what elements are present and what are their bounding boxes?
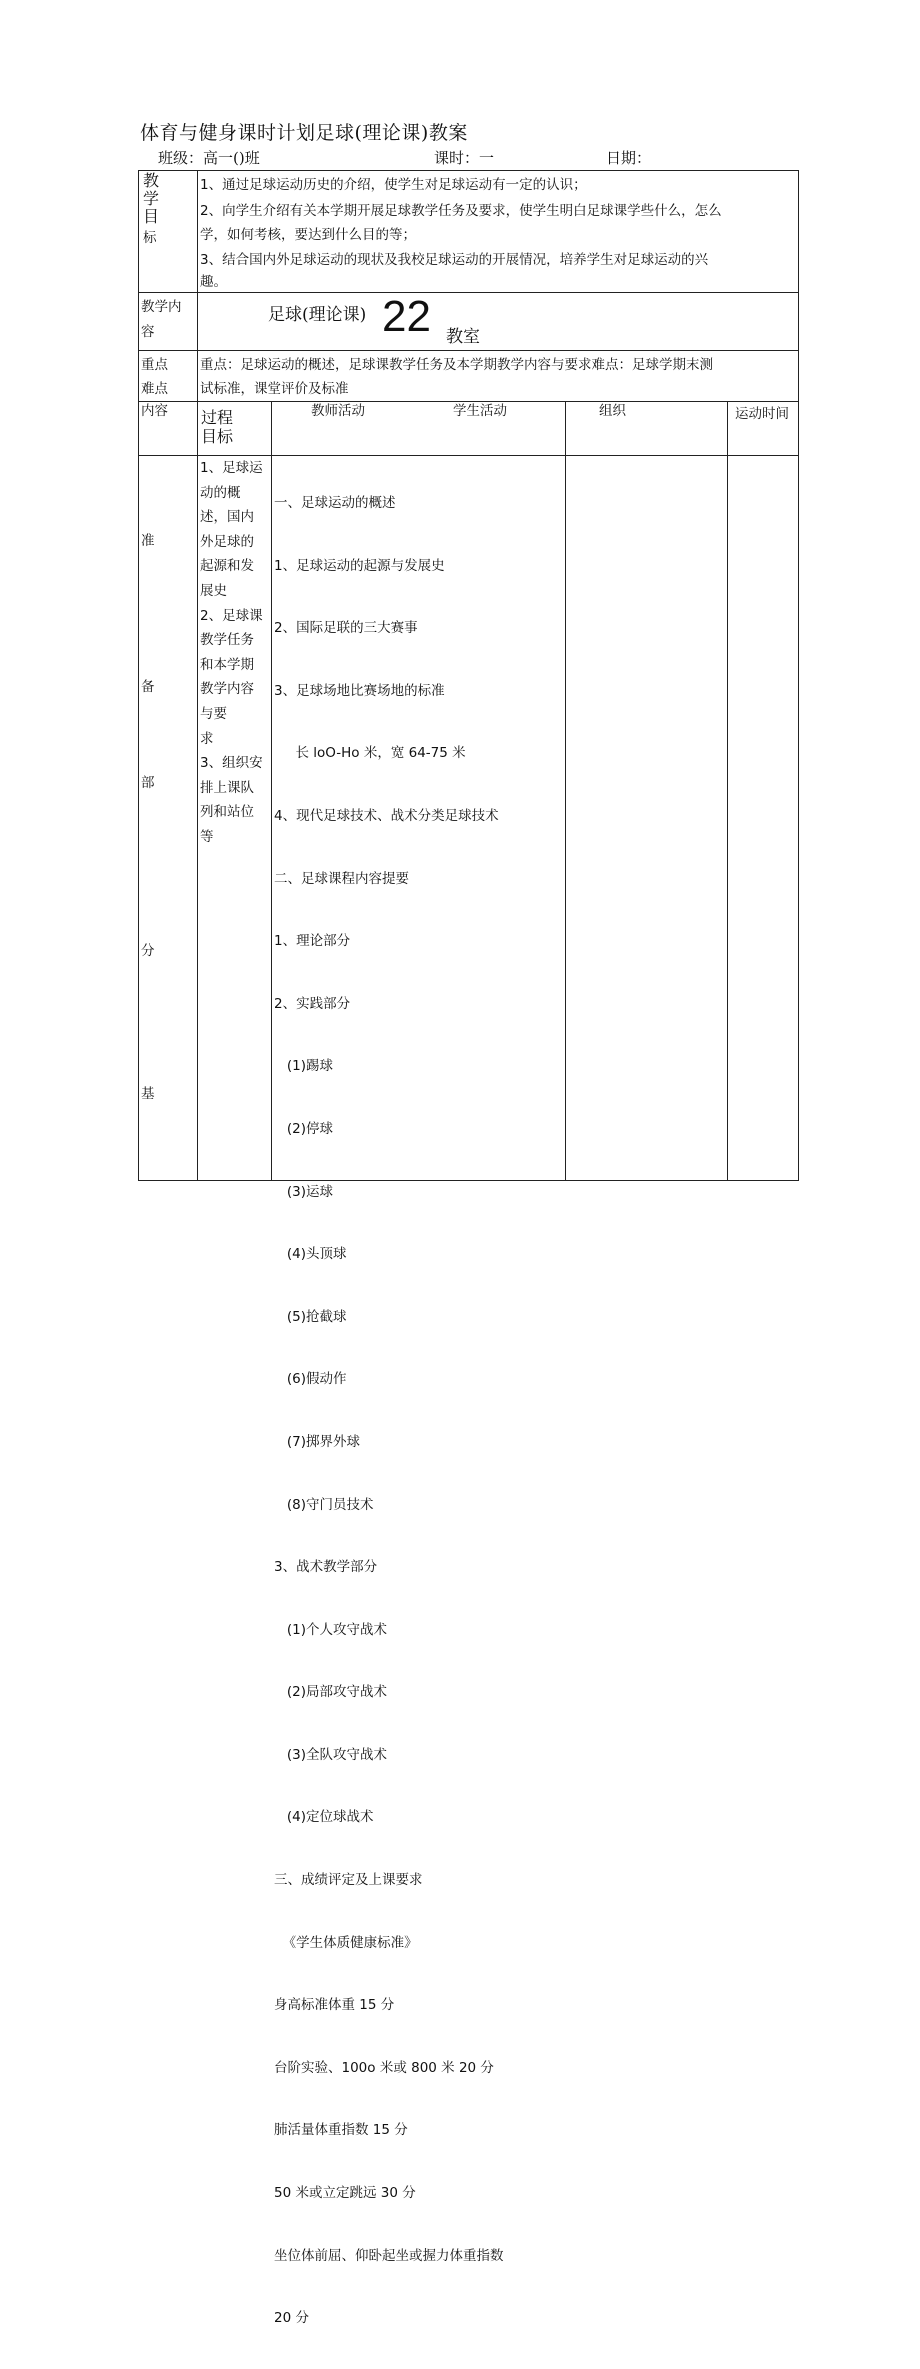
activity-line: 1、足球运动的起源与发展史 [274,557,445,574]
activity-line: (2)停球 [274,1120,333,1137]
activity-line: 2、国际足联的三大赛事 [274,620,418,637]
col-header-time: 运动时间 [735,406,789,422]
activity-line: (4)定位球战术 [274,1809,374,1826]
goal-line: 列和站位 [200,804,254,821]
row-divider-content [138,350,799,351]
activity-line: 3、足球场地比赛场地的标准 [274,682,445,699]
activity-line: (5)抢截球 [274,1308,347,1325]
content-number: 22 [382,292,431,341]
activity-line: 《学生体质健康标准》 [274,1934,418,1951]
keypoints-label-2: 难点 [141,381,168,397]
objective-line-1: 1、通过足球运动历史的介绍，使学生对足球运动有一定的认识； [200,177,587,193]
goal-line: 展史 [200,582,227,599]
goal-line: 等 [200,828,214,845]
col-divider-time [727,401,728,1181]
activity-line: 50 米或立定跳远 30 分 [274,2185,416,2202]
content-label-2: 容 [141,324,155,340]
activity-line: 长 loO-Ho 米，宽 64-75 米 [274,745,466,762]
col-header-process-2: 目标 [201,427,234,446]
goal-line: 与要 [200,705,227,722]
activity-line: 三、成绩评定及上课要求 [274,1872,423,1889]
objective-line-2: 2、向学生介绍有关本学期开展足球教学任务及要求，使学生明白足球课学些什么，怎么 [200,203,722,219]
content-label-1: 教学内 [141,299,182,315]
section-char-2: 备 [141,679,155,695]
keypoints-label-1: 重点 [141,357,168,373]
goal-line: 动的概 [200,484,241,501]
activity-line: (4)头顶球 [274,1246,347,1263]
goal-line: 外足球的 [200,533,254,550]
class-label: 班级：高一()班 [158,149,260,167]
activity-line: 20 分 [274,2310,309,2327]
objectives-label-3: 目 [143,207,160,226]
activity-line: (8)守门员技术 [274,1496,374,1513]
section-char-3: 部 [141,775,155,791]
objective-line-4: 3、结合国内外足球运动的现状及我校足球运动的开展情况，培养学生对足球运动的兴 [200,252,709,268]
activity-line: 3、战术教学部分 [274,1559,378,1576]
activity-line: 二、足球课程内容提要 [274,870,409,887]
col-header-process-1: 过程 [201,408,234,427]
activity-line: (1)踢球 [274,1058,333,1075]
activity-line: 2、实践部分 [274,995,351,1012]
goal-line: 排上课队 [200,779,254,796]
goal-line: 和本学期 [200,656,254,673]
activity-line: (1)个人攻守战术 [274,1621,387,1638]
goal-line: 2、足球课 [200,607,263,624]
goal-line: 述，国内 [200,509,254,526]
col-divider-organization [565,401,566,1181]
objectives-label-4: 标 [143,230,157,246]
date-label: 日期： [606,149,652,167]
activity-line: 坐位体前屈、仰卧起坐或握力体重指数 [274,2247,504,2264]
process-goals [200,456,263,850]
content-title: 足球(理论课) [268,305,367,325]
objective-line-5: 趣。 [200,274,227,290]
activity-line: (3)全队攻守战术 [274,1746,387,1763]
teacher-activities [274,453,564,2369]
row-divider-objectives [138,292,799,293]
teacher-activities-cell [274,453,564,2327]
activity-line: (6)假动作 [274,1371,347,1388]
goal-line: 求 [200,730,214,747]
goal-line: 3、组织安 [200,755,263,772]
objectives-label-2: 学 [143,189,160,208]
activity-line: 一、足球运动的概述 [274,495,396,511]
activity-line: 肺活量体重指数 15 分 [274,2122,408,2139]
goal-line: 1、足球运 [200,460,263,476]
keypoints-line-2: 试标准，课堂评价及标准 [200,381,349,397]
col-divider-process [271,401,272,1181]
objective-line-3: 学，如何考核，要达到什么目的等； [200,227,416,243]
activity-line: 身高标准体重 15 分 [274,1997,395,2014]
section-char-1: 准 [141,533,155,549]
activity-line: 1、理论部分 [274,933,351,950]
col-header-organization: 组织 [599,403,626,419]
keypoints-line-1: 重点：足球运动的概述，足球课教学任务及本学期教学内容与要求难点：足球学期末测 [200,357,713,373]
goal-line: 教学内容 [200,681,254,698]
col-header-teacher: 教师活动 [311,403,365,419]
activity-line: (2)局部攻守战术 [274,1684,387,1701]
section-char-4: 分 [141,943,155,959]
section-char-5: 基 [141,1086,155,1102]
goal-line: 教学任务 [200,632,254,649]
goal-line: 起源和发 [200,558,254,575]
activity-line: 4、现代足球技术、战术分类足球技术 [274,807,499,824]
col-header-content: 内容 [141,403,168,419]
activity-line: 台阶实验、100o 米或 800 米 20 分 [274,2059,494,2076]
col-divider-label [197,170,198,1181]
period-label: 课时：一 [434,149,495,167]
col-header-student: 学生活动 [453,403,507,419]
content-room: 教室 [446,327,480,347]
objectives-label-1: 教 [143,171,160,190]
document-title: 体育与健身课时计划足球(理论课)教案 [140,122,468,144]
activity-line: (3)运球 [274,1183,333,1200]
activity-line: (7)掷界外球 [274,1433,360,1450]
